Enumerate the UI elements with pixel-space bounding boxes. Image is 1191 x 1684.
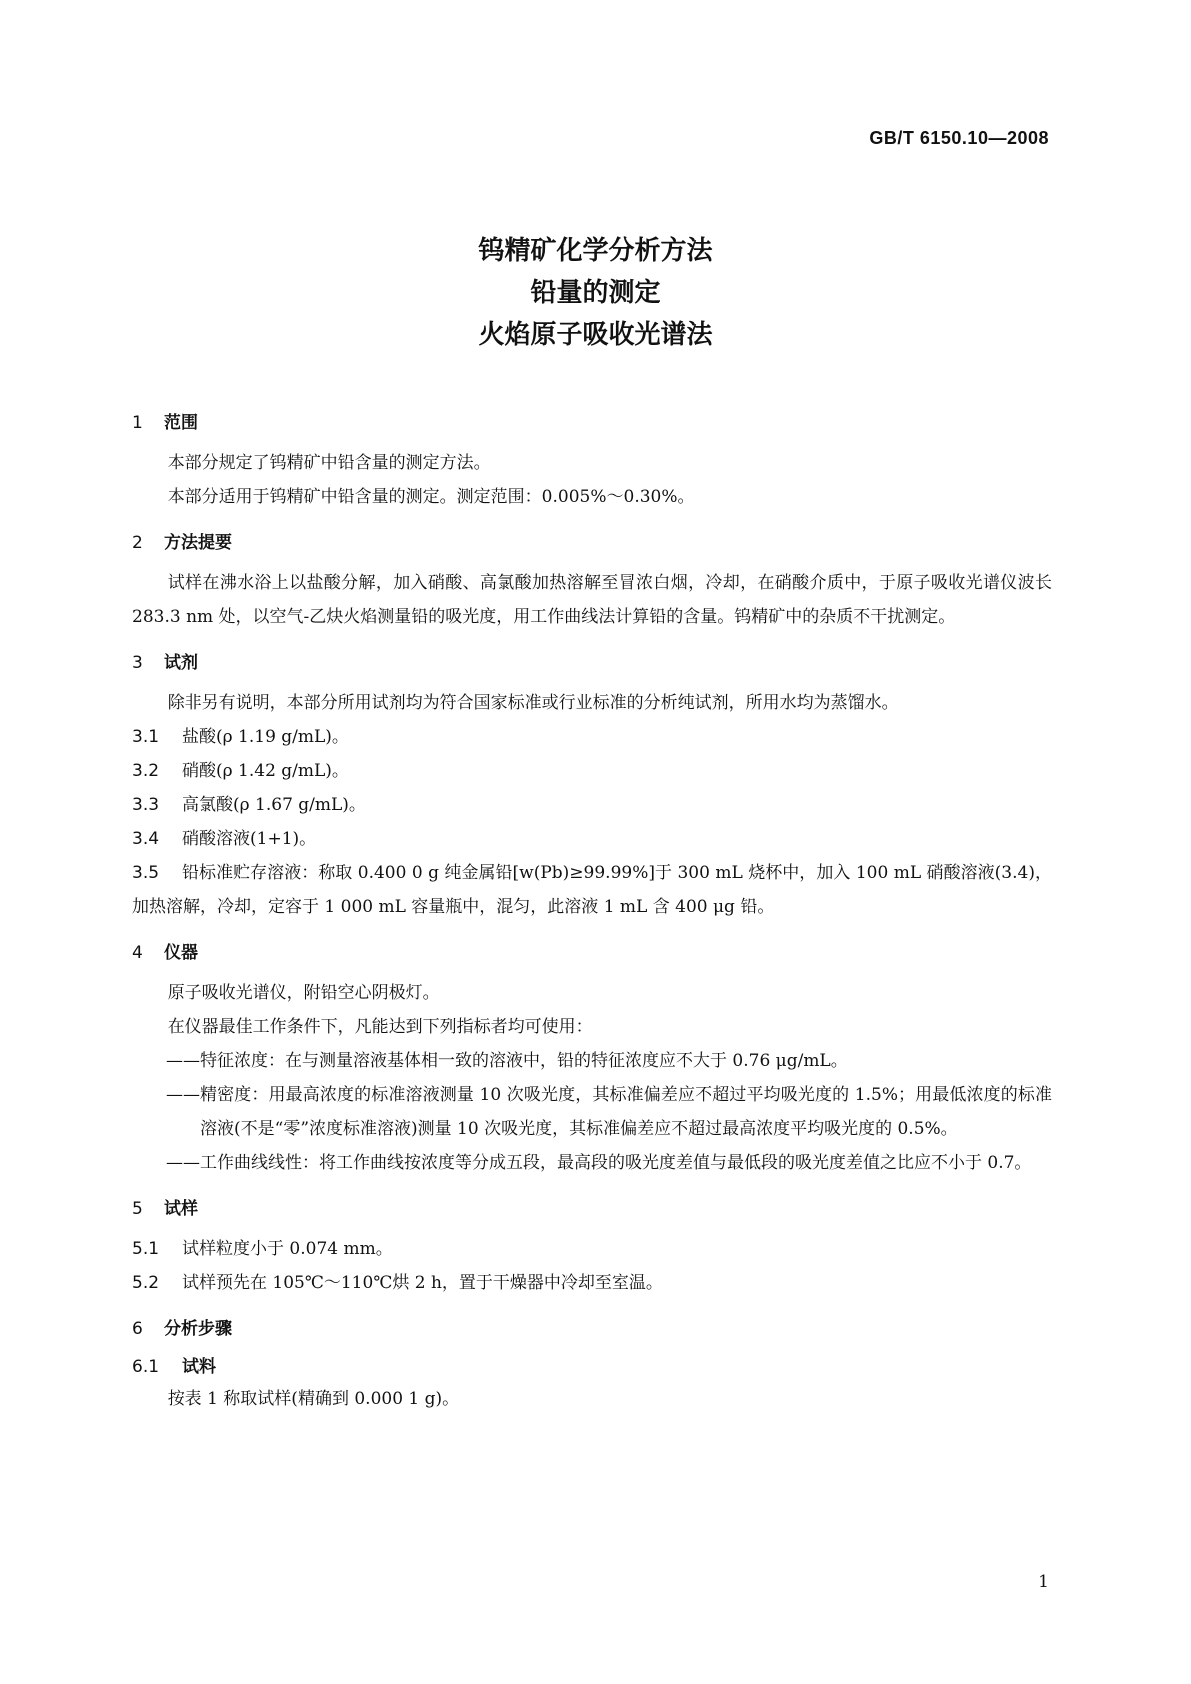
reagents-intro: 除非另有说明，本部分所用试剂均为符合国家标准或行业标准的分析纯试剂，所用水均为蒸馏水。: [167, 693, 899, 713]
section-title: 试样: [164, 1199, 198, 1219]
apparatus-paragraph-2: 在仪器最佳工作条件下，凡能达到下列指标者均可使用：: [167, 1017, 593, 1037]
section-title: 方法提要: [164, 533, 232, 553]
item-text: 高氯酸(ρ 1.67 g/mL)。: [182, 795, 366, 815]
section-4-heading: [132, 938, 1052, 968]
dash-item-characteristic-concentration: [132, 1044, 1052, 1078]
item-text: 铅标准贮存溶液：称取 0.400 0 g 纯金属铅[w(Pb)≥99.99%]于 300 mL 烧杯中，加入 100 mL 硝酸溶液(3.4)，加热溶解，冷却，定容于 1 000 mL 容量瓶中，混匀，此溶液 1 mL 含 400 μg 铅。: [132, 863, 1052, 917]
sample-item: [132, 1266, 1052, 1300]
item-number: 3.5: [132, 863, 160, 883]
subsection-title: 试料: [182, 1357, 216, 1377]
section-title: 范围: [164, 413, 198, 433]
section-number: 2: [132, 533, 143, 553]
section-title: 仪器: [164, 943, 198, 963]
section-number: 1: [132, 413, 143, 433]
section-title: 分析步骤: [164, 1319, 232, 1339]
section-number: 5: [132, 1199, 143, 1219]
section-6-heading: [132, 1314, 1052, 1344]
item-number: 5.1: [132, 1239, 160, 1259]
dash-item-text: 精密度：用最高浓度的标准溶液测量 10 次吸光度，其标准偏差应不超过平均吸光度的 1.5%；用最低浓度的标准溶液(不是“零”浓度标准溶液)测量 10 次吸光度，其标准偏差应不超过最高浓度平均吸光度的 0.5%。: [200, 1085, 1052, 1139]
document-title: [0, 230, 1191, 356]
section-title: 试剂: [164, 653, 198, 673]
section-1-heading: [132, 408, 1052, 438]
section-number: 4: [132, 943, 143, 963]
item-text: 试样预先在 105℃～110℃烘 2 h，置于干燥器中冷却至室温。: [182, 1273, 663, 1293]
dash-mark: ——: [166, 1085, 200, 1105]
subsection-number: 6.1: [132, 1357, 160, 1377]
item-number: 3.2: [132, 761, 160, 781]
item-number: 3.1: [132, 727, 160, 747]
sample-item: [132, 1232, 1052, 1266]
test-portion-paragraph: 按表 1 称取试样(精确到 0.000 1 g)。: [167, 1389, 460, 1409]
section-3-heading: [132, 648, 1052, 678]
item-text: 盐酸(ρ 1.19 g/mL)。: [182, 727, 349, 747]
reagent-item: [132, 754, 1052, 788]
reagent-item: [132, 856, 1052, 924]
dash-item-text: 特征浓度：在与测量溶液基体相一致的溶液中，铅的特征浓度应不大于 0.76 μg/mL。: [200, 1051, 848, 1071]
dash-mark: ——: [166, 1153, 200, 1173]
item-number: 5.2: [132, 1273, 160, 1293]
reagent-item: [132, 720, 1052, 754]
dash-item-linearity: [132, 1146, 1052, 1180]
principle-paragraph: 试样在沸水浴上以盐酸分解，加入硝酸、高氯酸加热溶解至冒浓白烟，冷却，在硝酸介质中，于原子吸收光谱仪波长 283.3 nm 处，以空气-乙炔火焰测量铅的吸光度，用工作曲线法计算铅的含量。钨精矿中的杂质不干扰测定。: [132, 573, 1052, 627]
item-text: 硝酸溶液(1+1)。: [182, 829, 317, 849]
title-line-2: 铅量的测定: [530, 278, 661, 308]
dash-item-precision: [132, 1078, 1052, 1146]
scope-paragraph-2: 本部分适用于钨精矿中铅含量的测定。测定范围：0.005%～0.30%。: [167, 487, 695, 507]
apparatus-paragraph-1: 原子吸收光谱仪，附铅空心阴极灯。: [167, 983, 440, 1003]
item-text: 硝酸(ρ 1.42 g/mL)。: [182, 761, 349, 781]
item-number: 3.3: [132, 795, 160, 815]
section-2-heading: [132, 528, 1052, 558]
reagent-item: [132, 788, 1052, 822]
scope-paragraph-1: 本部分规定了钨精矿中铅含量的测定方法。: [167, 453, 491, 473]
document-body: [132, 408, 1052, 1416]
page-number: 1: [1038, 1572, 1049, 1592]
reagent-item: [132, 822, 1052, 856]
item-text: 试样粒度小于 0.074 mm。: [182, 1239, 393, 1259]
title-line-3: 火焰原子吸收光谱法: [478, 320, 713, 350]
dash-mark: ——: [166, 1051, 200, 1071]
item-number: 3.4: [132, 829, 160, 849]
subsection-6-1-heading: [132, 1352, 1052, 1382]
title-line-1: 钨精矿化学分析方法: [478, 236, 713, 266]
dash-item-text: 工作曲线线性：将工作曲线按浓度等分成五段，最高段的吸光度差值与最低段的吸光度差值之比应不小于 0.7。: [200, 1153, 1032, 1173]
section-5-heading: [132, 1194, 1052, 1224]
standard-number: GB/T 6150.10—2008: [869, 128, 1049, 148]
section-number: 3: [132, 653, 143, 673]
section-number: 6: [132, 1319, 143, 1339]
